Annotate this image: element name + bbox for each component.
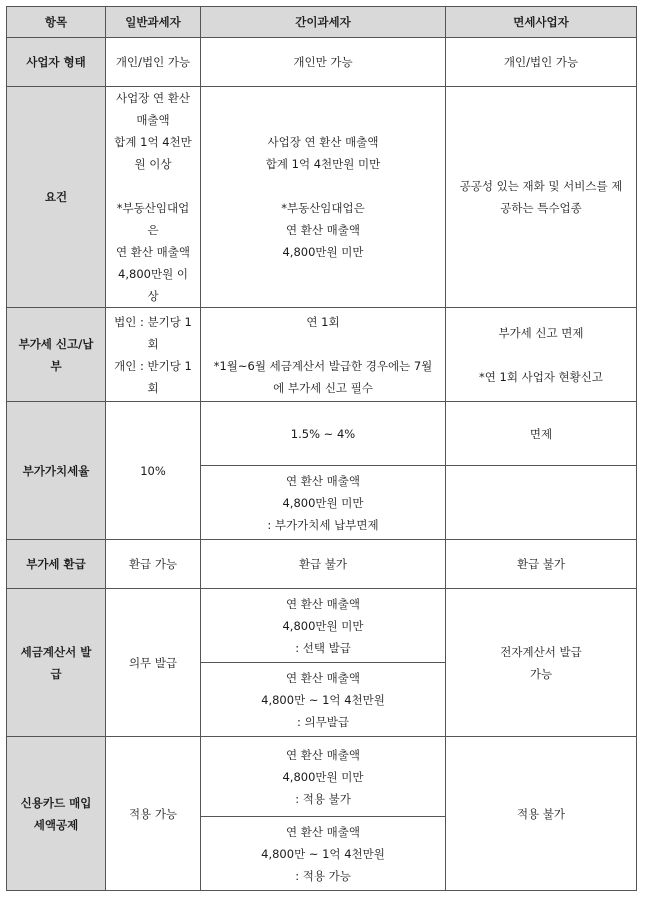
cell-simple: 1.5% ~ 4% xyxy=(201,402,446,466)
cell-simple: 연 환산 매출액 4,800만 ~ 1억 4천만원 : 의무발급 xyxy=(201,663,446,737)
header-item: 항목 xyxy=(7,7,106,38)
cell-simple: 연 환산 매출액 4,800만원 미만 : 부가가치세 납부면제 xyxy=(201,466,446,540)
cell-general: 10% xyxy=(106,402,201,540)
table-row xyxy=(7,540,637,589)
row-label-card-credit: 신용카드 매입 세액공제 xyxy=(7,737,106,891)
table-row xyxy=(7,87,637,308)
cell-exempt-empty xyxy=(446,466,637,540)
cell-simple: 사업장 연 환산 매출액 합계 1억 4천만원 미만 *부동산임대업은 연 환산 매출액 4,800만원 미만 xyxy=(201,87,446,308)
cell-general: 의무 발급 xyxy=(106,589,201,737)
row-label-vat-filing: 부가세 신고/납 부 xyxy=(7,308,106,402)
row-label-business-type: 사업자 형태 xyxy=(7,38,106,87)
row-label-vat-rate: 부가가치세율 xyxy=(7,402,106,540)
comparison-table xyxy=(6,6,637,891)
table-row xyxy=(7,589,637,663)
cell-exempt: 공공성 있는 재화 및 서비스를 제 공하는 특수업종 xyxy=(446,87,637,308)
cell-exempt: 부가세 신고 면제 *연 1회 사업자 현황신고 xyxy=(446,308,637,402)
cell-simple: 개인만 가능 xyxy=(201,38,446,87)
cell-general: 적용 가능 xyxy=(106,737,201,891)
cell-simple: 연 1회 *1월~6월 세금계산서 발급한 경우에는 7월 에 부가세 신고 필수 xyxy=(201,308,446,402)
header-simplified-taxpayer: 간이과세자 xyxy=(201,7,446,38)
cell-exempt: 개인/법인 가능 xyxy=(446,38,637,87)
row-label-requirements: 요건 xyxy=(7,87,106,308)
cell-general: 환급 가능 xyxy=(106,540,201,589)
cell-exempt: 전자계산서 발급 가능 xyxy=(446,589,637,737)
row-label-vat-refund: 부가세 환급 xyxy=(7,540,106,589)
cell-general: 사업장 연 환산 매출액 합계 1억 4천만 원 이상 *부동산임대업 은 연 환산 매출액 4,800만원 이 상 xyxy=(106,87,201,308)
cell-exempt: 환급 불가 xyxy=(446,540,637,589)
cell-simple: 연 환산 매출액 4,800만원 미만 : 적용 불가 xyxy=(201,737,446,817)
cell-exempt: 적용 불가 xyxy=(446,737,637,891)
table-row xyxy=(7,737,637,817)
header-row xyxy=(7,7,637,38)
cell-simple: 연 환산 매출액 4,800만 ~ 1억 4천만원 : 적용 가능 xyxy=(201,817,446,891)
cell-general: 개인/법인 가능 xyxy=(106,38,201,87)
cell-exempt: 면제 xyxy=(446,402,637,466)
table-row xyxy=(7,38,637,87)
header-exempt-business: 면세사업자 xyxy=(446,7,637,38)
cell-simple: 환급 불가 xyxy=(201,540,446,589)
cell-simple: 연 환산 매출액 4,800만원 미만 : 선택 발급 xyxy=(201,589,446,663)
table-row xyxy=(7,308,637,402)
header-general-taxpayer: 일반과세자 xyxy=(106,7,201,38)
cell-general: 법인 : 분기당 1 회 개인 : 반기당 1 회 xyxy=(106,308,201,402)
table-row xyxy=(7,402,637,466)
row-label-tax-invoice: 세금계산서 발 급 xyxy=(7,589,106,737)
